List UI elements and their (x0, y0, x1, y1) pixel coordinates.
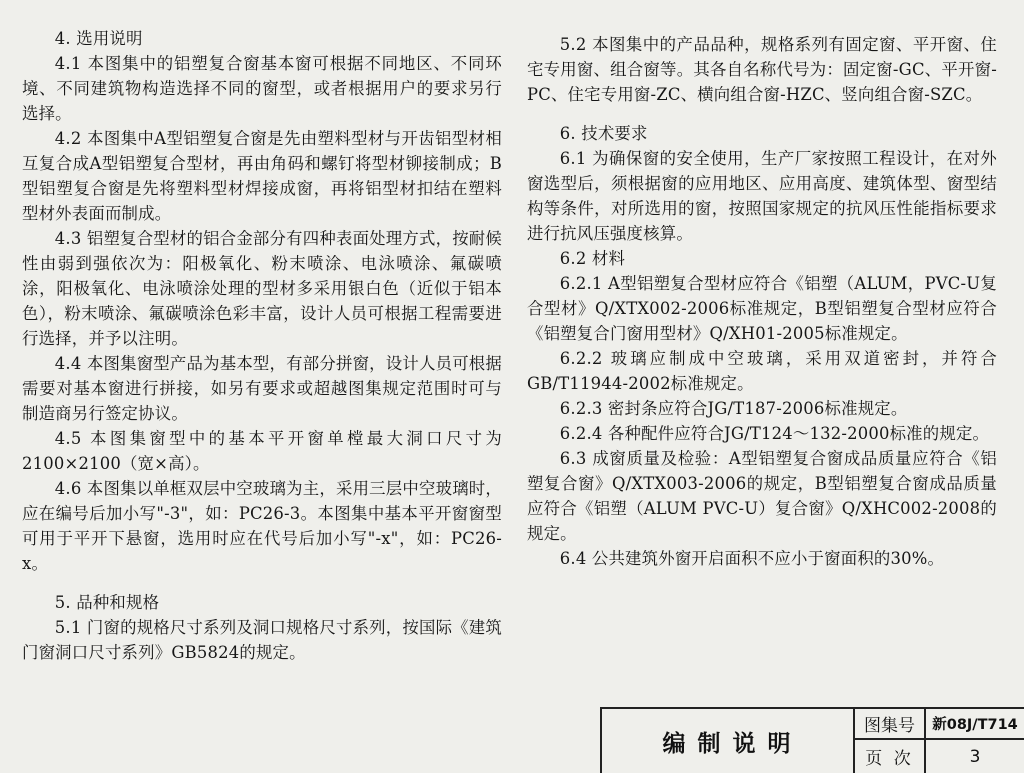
drawing-title: 编 制 说 明 (662, 730, 793, 757)
page-number-value: 3 (969, 746, 981, 767)
right-column (527, 32, 997, 571)
section-6-heading: 6. 技术要求 (559, 124, 648, 143)
page-number-label: 页 次 (865, 749, 914, 769)
clause-6-2-4: 6.2.4 各种配件应符合JG/T124～132-2000标准的规定。 (559, 424, 990, 443)
clause-6-2-1: 6.2.1 A型铝塑复合型材应符合《铝塑（ALUM，PVC-U复合型材》Q/XTX002-2006标准规定，B型铝塑复合型材应符合《铝塑复合门窗用型材》Q/XH01-2005标准规定。 (527, 274, 997, 343)
atlas-number-value: 新08J/T714 (932, 717, 1018, 733)
clause-6-3: 6.3 成窗质量及检验：A型铝塑复合窗成品质量应符合《铝塑复合窗》Q/XTX003-2006的规定，B型铝塑复合窗成品质量应符合《铝塑（ALUM PVC-U）复合窗》Q/XHC002-2008的规定。 (527, 449, 997, 543)
section-5-heading: 5. 品种和规格 (54, 593, 160, 612)
atlas-number-label: 图集号 (864, 716, 915, 736)
section-4-heading: 4. 选用说明 (54, 29, 143, 48)
clause-4-1: 4.1 本图集中的铝塑复合窗基本窗可根据不同地区、不同环境、不同建筑物构造选择不同的窗型，或者根据用户的要求另行选择。 (22, 54, 502, 123)
clause-4-2: 4.2 本图集中A型铝塑复合窗是先由塑料型材与开齿铝型材相互复合成A型铝塑复合型材，再由角码和螺钉将型材铆接制成；B型铝塑复合窗是先将塑料型材焊接成窗，再将铝型材扣结在塑料型材外表面而制成。 (22, 129, 502, 223)
clause-6-2-3: 6.2.3 密封条应符合JG/T187-2006标准规定。 (559, 399, 908, 418)
left-column (22, 26, 502, 665)
clause-4-3: 4.3 铝塑复合型材的铝合金部分有四种表面处理方式，按耐候性由弱到强依次为：阳极氧化、粉末喷涂、电泳喷涂、氟碳喷涂，阳极氧化、电泳喷涂处理的型材多采用银白色（近似于铝本色），粉末喷涂、氟碳喷涂色彩丰富，设计人员可根据工程需要进行选择，并予以注明。 (22, 229, 502, 348)
clause-5-1: 5.1 门窗的规格尺寸系列及洞口规格尺寸系列，按国际《建筑门窗洞口尺寸系列》GB5824的规定。 (22, 618, 502, 662)
clause-4-4: 4.4 本图集窗型产品为基本型，有部分拼窗，设计人员可根据需要对基本窗进行拼接，如另有要求或超越图集规定范围时可与制造商另行签定协议。 (22, 354, 502, 423)
clause-4-6: 4.6 本图集以单框双层中空玻璃为主，采用三层中空玻璃时，应在编号后加小写"-3"，如：PC26-3。本图集中基本平开窗窗型可用于平开下悬窗，选用时应在代号后加小写"-x"，如：PC26-x。 (22, 479, 502, 573)
clause-6-2: 6.2 材料 (559, 249, 626, 268)
clause-6-1: 6.1 为确保窗的安全使用，生产厂家按照工程设计，在对外窗选型后，须根据窗的应用地区、应用高度、建筑体型、窗型结构等条件，对所选用的窗，按照国家规定的抗风压性能指标要求进行抗风压强度核算。 (527, 149, 997, 243)
clause-4-5: 4.5 本图集窗型中的基本平开窗单樘最大洞口尺寸为2100×2100（宽×高）。 (22, 429, 502, 473)
clause-6-2-2: 6.2.2 玻璃应制成中空玻璃，采用双道密封，并符合GB/T11944-2002标准规定。 (527, 349, 997, 393)
clause-6-4: 6.4 公共建筑外窗开启面积不应小于窗面积的30%。 (559, 549, 945, 568)
clause-5-2: 5.2 本图集中的产品品种，规格系列有固定窗、平开窗、住宅专用窗、组合窗等。其各自名称代号为：固定窗-GC、平开窗-PC、住宅专用窗-ZC、横向组合窗-HZC、竖向组合窗-SZC。 (527, 35, 997, 104)
